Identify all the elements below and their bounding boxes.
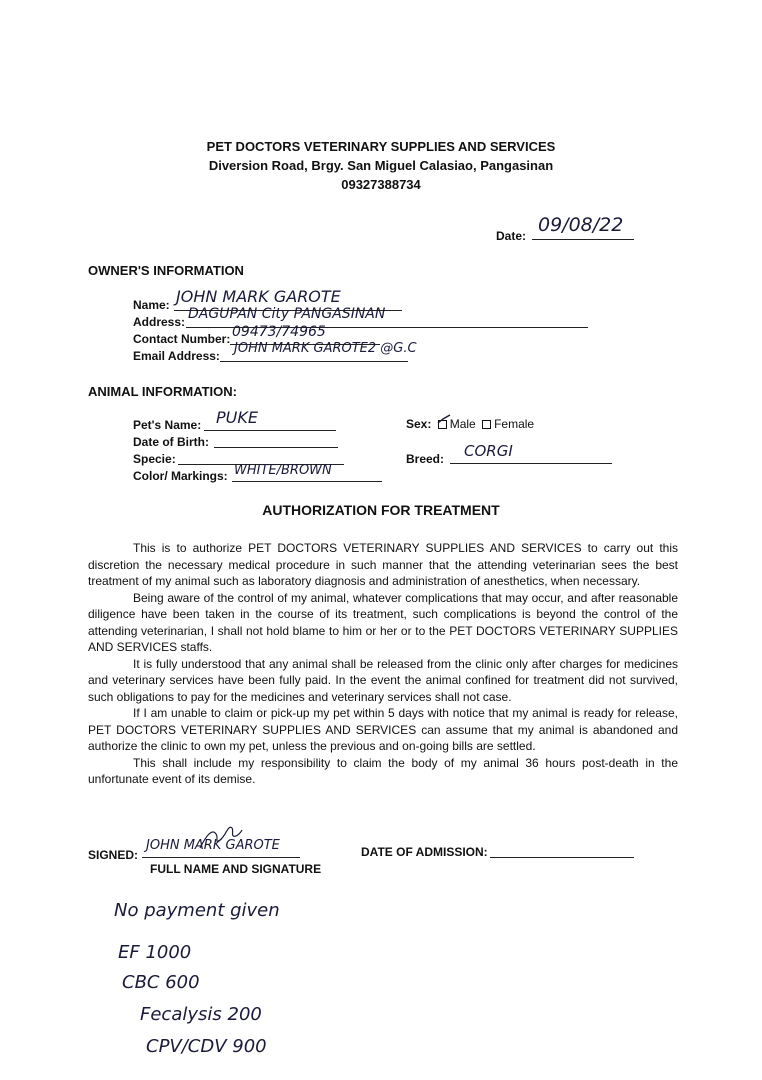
owner-address-value: DAGUPAN City PANGASINAN [188, 306, 386, 322]
owner-name-value: JOHN MARK GAROTE [176, 287, 341, 306]
female-checkbox[interactable] [482, 420, 491, 429]
note-cpv: CPV/CDV 900 [146, 1036, 267, 1057]
signature-value: JOHN MARK GAROTE [146, 838, 280, 853]
authorization-paragraph-5: This shall include my responsibility to claim the body of my animal 36 hours post-death in the unfortunate event of its demise. [88, 755, 678, 786]
authorization-paragraph-3: It is fully understood that any animal shall be released from the clinic only after charges for medicines and veterinary services have been fully paid. In the event the animal confined for treatment did not survived, such obligations to pay for the medicines and veterinary services shall not case. [88, 656, 678, 704]
authorization-paragraph-2: Being aware of the control of my animal, whatever complications that may occur, and after reasonable diligence have been taken in the course of its treatment, such complications is beyond the control of the attending veterinarian, I shall not hold blame to him or her or to the PET DOCTORS VETERINARY SUPPLIES AND SERVICES staffs. [88, 590, 678, 654]
color-label: Color/ Markings: [133, 469, 228, 483]
breed-label: Breed: [406, 452, 445, 466]
company-address: Diversion Road, Brgy. San Miguel Calasiao, Pangasinan [208, 158, 554, 173]
owner-name-label: Name: [133, 298, 170, 312]
signature-caption: FULL NAME AND SIGNATURE [150, 862, 322, 876]
signed-label: SIGNED: [88, 848, 139, 862]
email-label: Email Address: [133, 349, 220, 363]
contact-value: 09473/74965 [232, 324, 326, 340]
authorization-title: AUTHORIZATION FOR TREATMENT [262, 502, 500, 518]
authorization-paragraph-4: If I am unable to claim or pick-up my pet within 5 days with notice that my animal is ready for release, PET DOCTORS VETERINARY SUPPLIES AND SERVICES can assume that my animal is abandoned and authorize the clinic to own my pet, unless the previous and on-going bills are settled. [88, 706, 678, 753]
pet-name-value: PUKE [216, 408, 258, 427]
note-ef: EF 1000 [118, 942, 192, 963]
note-fecalysis: Fecalysis 200 [140, 1004, 262, 1025]
male-option-label: Male [449, 417, 476, 431]
admission-label: DATE OF ADMISSION: [361, 845, 488, 859]
email-value: JOHN MARK GAROTE2 @G.C [234, 341, 417, 356]
contact-label: Contact Number: [133, 332, 231, 346]
date-value: 09/08/22 [538, 214, 624, 236]
color-field[interactable] [232, 463, 382, 482]
sex-label: Sex: [406, 417, 432, 431]
specie-label: Specie: [133, 452, 176, 466]
female-option-label: Female [494, 417, 535, 431]
breed-value: CORGI [464, 442, 513, 460]
dob-label: Date of Birth: [133, 435, 209, 449]
email-field[interactable] [220, 341, 417, 362]
date-field[interactable] [532, 214, 634, 240]
company-name: PET DOCTORS VETERINARY SUPPLIES AND SERVICES [206, 139, 556, 154]
signature-scribble-icon [196, 818, 244, 852]
sex-group [406, 417, 534, 431]
male-check-mark-icon [436, 414, 452, 428]
pet-name-field[interactable] [204, 408, 336, 431]
note-payment: No payment given [114, 900, 280, 921]
date-label: Date: [496, 229, 527, 243]
animal-heading: ANIMAL INFORMATION: [88, 384, 237, 399]
note-cbc: CBC 600 [122, 972, 200, 993]
owner-address-label: Address: [133, 315, 186, 329]
pet-name-label: Pet's Name: [133, 418, 202, 432]
owner-heading: OWNER'S INFORMATION [88, 263, 244, 278]
admission-field[interactable] [490, 843, 634, 858]
authorization-body [88, 540, 678, 788]
dob-field[interactable] [214, 433, 338, 448]
color-value: WHITE/BROWN [234, 463, 332, 478]
company-phone: 09327388734 [341, 177, 421, 192]
breed-field[interactable] [450, 442, 612, 464]
authorization-paragraph-1: This is to authorize PET DOCTORS VETERINARY SUPPLIES AND SERVICES to carry out this discretion the necessary medical procedure in such manner that the attending veterinarian sees the best treatment of my animal such as laboratory diagnosis and administration of anesthetics, when necessary. [88, 541, 678, 588]
